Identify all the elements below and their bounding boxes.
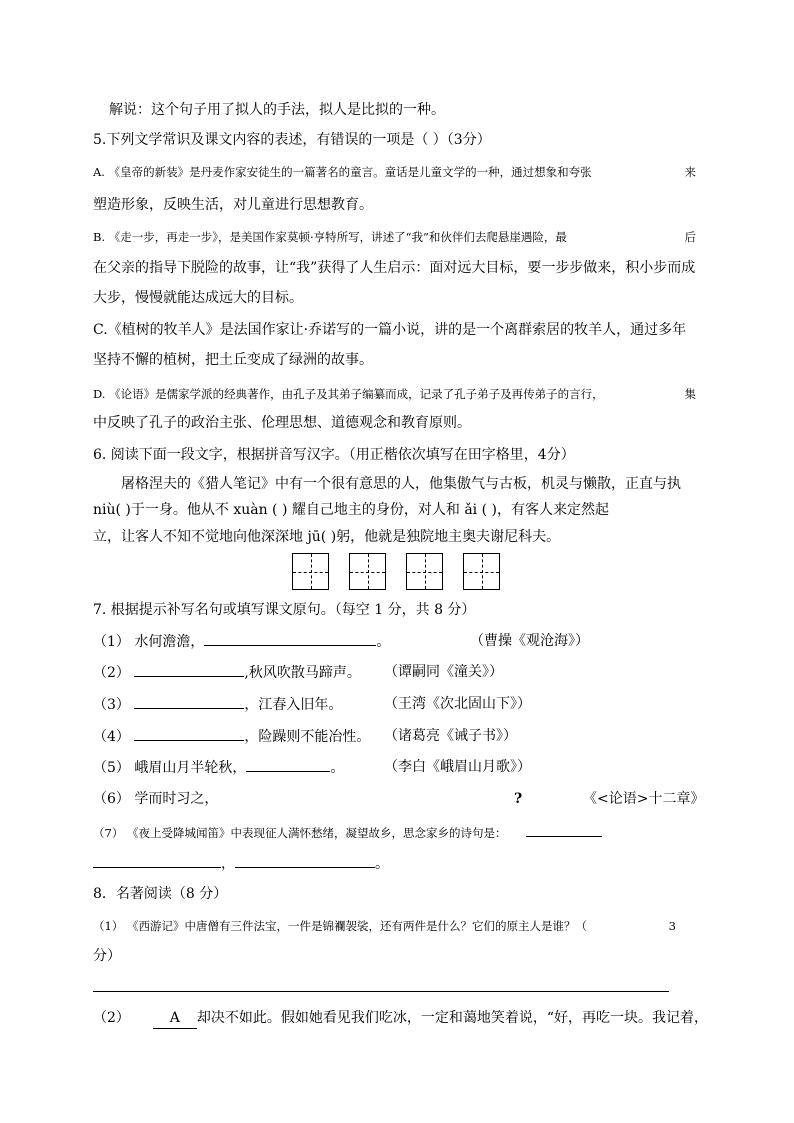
q5-option-a-text: A. 《皇帝的新装》是丹麦作家安徒生的一篇著名的童言。童话是儿童文学的一种，通过想象和夸张: [93, 165, 592, 179]
q7-item-3-blank[interactable]: [134, 694, 244, 709]
q7-item-5-prefix: （5） 峨眉山月半轮秋，: [93, 760, 247, 776]
q6-passage-line1: 屠格涅夫的《猎人笔记》中有一个很有意思的人，他集傲气与古板，机灵与懒散，正直与执: [121, 476, 681, 492]
q6-stem: 6. 阅读下面一段文字，根据拼音写汉字。（用正楷依次填写在田字格里，4分）: [93, 447, 575, 463]
q6-passage-line3: 立，让客人不知不觉地向他深深地 jū( )躬，他就是独院地主奥夫谢尼科夫。: [93, 529, 561, 545]
q6-passage-line2: niù( )于一身。他从不 xuàn ( ) 耀自己地主的身份，对人和 ǎi ( )，有客人来定然起: [93, 502, 609, 518]
q8-subquestion-2: [93, 1008, 708, 1029]
q5-option-b-line2: 在父亲的指导下脱险的故事，让“我”获得了人生启示：面对远大目标，要一步步做来，积小步而成: [93, 260, 696, 276]
q7-item-7-blank-2[interactable]: [93, 853, 221, 868]
q7-item-1-suffix: 。: [376, 634, 391, 650]
q7-item-6-source: 《<论语>十二章》: [583, 791, 705, 807]
q8-subquestion-2-blank[interactable]: A: [153, 1008, 197, 1029]
q7-item-4-blank[interactable]: [134, 726, 244, 741]
q7-stem: 7. 根据提示补写名句或填写课文原句。（每空 1 分，共 8 分）: [93, 602, 476, 618]
q5-option-d-line2: 中反映了孔子的政治主张、伦理思想、道德观念和教育原则。: [93, 415, 471, 431]
q7-item-2-blank[interactable]: [134, 662, 244, 677]
q7-item-7-blank-1[interactable]: [526, 822, 602, 837]
q7-item-3: [93, 694, 342, 715]
q7-item-2-source: （谭嗣同《潼关》）: [384, 664, 503, 680]
q7-item-7-prompt: （7） 《夜上受降城闻笛》中表现征人满怀愁绪，凝望故乡，思念家乡的诗句是：: [93, 826, 507, 840]
tianzige-box-1[interactable]: [292, 553, 329, 590]
q5-option-c-line2: 坚持不懈的植树，把土丘变成了绿洲的故事。: [93, 352, 373, 368]
q5-option-c-line1: C.《植树的牧羊人》是法国作家让·乔诺写的一篇小说，讲的是一个离群索居的牧羊人，通过多年: [93, 322, 687, 338]
q7-item-4-source: （诸葛亮《诫子书》）: [384, 728, 517, 744]
tianzige-grid: [292, 553, 500, 590]
q7-item-6-question-mark: ?: [514, 791, 523, 807]
q8-subquestion-2-number: （2）: [93, 1010, 130, 1026]
q7-item-2-suffix: ,秋风吹散马蹄声。: [244, 665, 361, 681]
q7-item-5-suffix: 。: [330, 760, 345, 776]
q7-item-5-blank[interactable]: [246, 757, 330, 772]
q7-item-4-prefix: （4）: [93, 729, 130, 745]
q7-item-7-line2: [93, 853, 389, 874]
q5-option-d-tail: 集: [684, 387, 696, 401]
q7-item-1: [93, 631, 390, 652]
q8-subquestion-1-line1: [93, 916, 676, 936]
q7-item-1-blank[interactable]: [204, 631, 376, 646]
q5-option-b-line3: 大步，慢慢就能达成远大的目标。: [93, 290, 303, 306]
q5-option-a-line2: 塑造形象，反映生活，对儿童进行思想教育。: [93, 197, 373, 213]
q7-item-7: [93, 822, 602, 843]
q5-option-b-text: B. 《走一步，再走一步》，是美国作家莫顿·亨特所写，讲述了“我”和伙伴们去爬悬崖遇险，最: [93, 230, 567, 244]
tianzige-box-2[interactable]: [349, 553, 386, 590]
q7-item-7-blank-3[interactable]: [235, 853, 375, 868]
tianzige-box-3[interactable]: [406, 553, 443, 590]
q8-subquestion-1-text: （1） 《西游记》中唐僧有三件法宝，一件是锦襴袈裟，还有两件是什么？它们的原主人是谁？（: [93, 919, 587, 933]
q7-item-5-source: （李白《峨眉山月歌》）: [384, 759, 531, 775]
q7-item-4-suffix: ，险躁则不能冶性。: [244, 729, 371, 745]
q7-item-5: [93, 757, 344, 778]
q7-item-3-prefix: （3）: [93, 697, 130, 713]
q7-item-1-source: （曹操《观沧海》）: [470, 633, 589, 649]
q5-option-d-line1: [93, 384, 696, 404]
tianzige-box-4[interactable]: [463, 553, 500, 590]
q7-item-4: [93, 726, 370, 747]
q7-item-3-source: （王湾《次北固山下》）: [384, 696, 531, 712]
q7-item-2-prefix: （2）: [93, 665, 130, 681]
q7-item-7-comma: ，: [221, 856, 235, 872]
q8-subquestion-1-points: 3: [668, 919, 676, 933]
q7-item-3-suffix: ，江春入旧年。: [244, 697, 343, 713]
q5-option-a-line1: [93, 162, 696, 182]
q8-subquestion-2-text: 却决不如此。假如她看见我们吃冰，一定和蔼地笑着说，“好，再吃一块。我记着，: [196, 1010, 708, 1026]
q8-subquestion-1-line2: 分）: [93, 948, 121, 964]
q8-answer-line[interactable]: [93, 991, 669, 992]
q5-stem: 5.下列文学常识及课文内容的表述，有错误的一项是（ ）（3分）: [93, 132, 491, 148]
q7-item-1-prefix: （1） 水何澹澹，: [93, 634, 205, 650]
q5-option-b-line1: [93, 227, 696, 247]
q5-option-d-text: D. 《论语》是儒家学派的经典著作，由孔子及其弟子编纂而成，记录了孔子弟子及再传弟子的言行，: [93, 387, 604, 401]
q8-stem: 8．名著阅读（8 分）: [93, 886, 228, 902]
q7-item-7-end: 。: [375, 856, 389, 872]
q5-option-b-tail: 后: [684, 230, 696, 244]
q7-item-2: [93, 662, 361, 683]
q7-item-6: （6） 学而时习之，: [93, 791, 219, 807]
explanation-text: 解说：这个句子用了拟人的手法，拟人是比拟的一种。: [109, 102, 445, 118]
q5-option-a-tail: 来: [684, 165, 696, 179]
